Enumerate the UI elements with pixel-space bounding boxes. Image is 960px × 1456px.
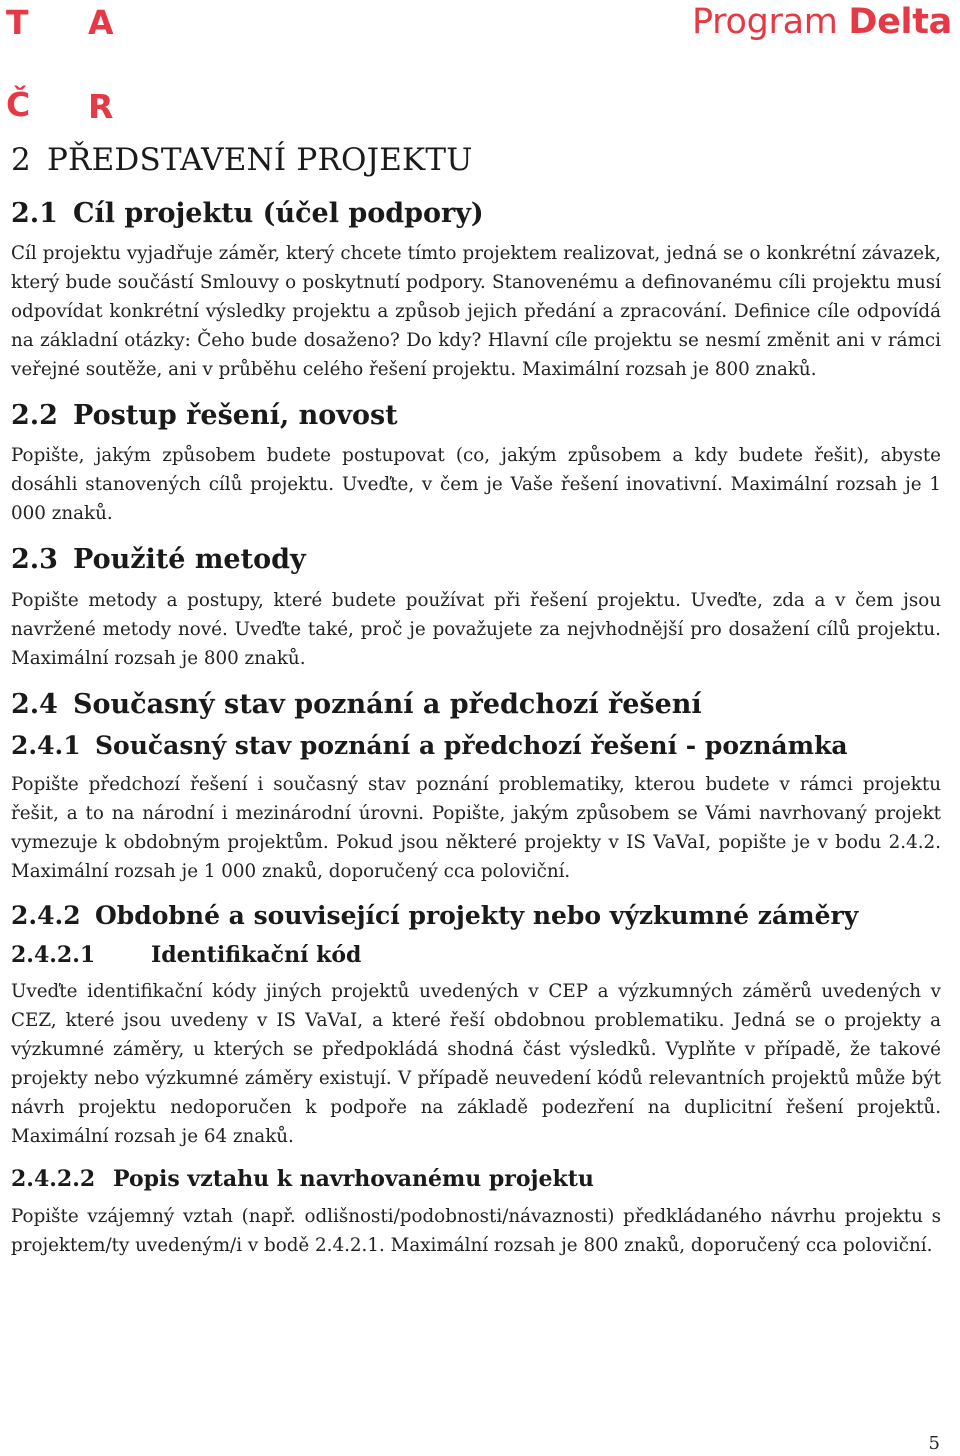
section-2-4-2-heading [11,900,941,933]
program-delta-logo [692,2,952,42]
section-title: PŘEDSTAVENÍ PROJEKTU [47,142,473,178]
section-2-1-text: Cíl projektu vyjadřuje záměr, který chcete tímto projektem realizovat, jedná se o konkrétní závazek, který bude součástí Smlouvy o poskytnutí podpory. Stanovenému a definovanému cíli projektu musí odpovídat konkrétní výsledky projektu a způsob jejich předání a zpracování. Definice cíle odpovídá na základní otázky: Čeho bude dosaženo? Do kdy? Hlavní cíle projektu se nesmí změnit ani v rámci veřejné soutěže, ani v průběhu celého řešení projektu. Maximální rozsah je 800 znaků. [11,243,941,381]
section-2-heading [11,140,941,180]
delta-label: Delta [848,2,952,42]
logo-letter-t: T [6,3,29,42]
section-number: 2.4.2.2 [11,1166,96,1193]
section-number: 2.1 [11,198,58,230]
section-number: 2.3 [11,544,58,576]
section-title: Postup řešení, novost [73,400,398,432]
section-2-4-1-heading [11,730,941,763]
section-title: Identifikační kód [151,941,362,968]
section-number: 2.4 [11,688,58,720]
logo-letter-r: R [88,87,114,126]
section-number: 2.4.2.1 [11,941,96,968]
section-title: Popis vztahu k navrhovanému projektu [113,1166,594,1193]
logo-letter-c: Č [6,85,31,124]
section-title: Použité metody [73,544,306,576]
section-number: 2 [11,142,31,178]
section-2-4-2-2-text: Popište vzájemný vztah (např. odlišnosti/podobnosti/návaznosti) předkládaného návrhu projektu s projektem/ty uvedeným/i v bodě 2.4.2.1. Maximální rozsah je 800 znaků, doporučený cca poloviční. [11,1205,941,1256]
section-2-4-2-1-heading [11,941,941,970]
section-2-4-heading [11,687,941,722]
section-2-1-heading [11,196,941,231]
document-content [11,140,941,1274]
section-number: 2.2 [11,400,58,432]
section-title: Současný stav poznání a předchozí řešení - poznámka [95,730,848,760]
tacr-logo [4,4,124,124]
page-number: 5 [928,1433,940,1454]
section-2-3-text: Popište metody a postupy, které budete používat při řešení projektu. Uveďte, zda a v čem jsou navržené metody nové. Uveďte také, proč je považujete za nejvhodnější pro dosažení cílů projektu. Maximální rozsah je 800 znaků. [11,589,941,669]
section-2-4-1-text: Popište předchozí řešení i současný stav poznání problematiky, kterou budete v rámci projektu řešit, a to na národní i mezinárodní úrovni. Popište, jakým způsobem se Vámi navrhovaný projekt vymezuje k obdobným projektům. Pokud jsou některé projekty v IS VaVaI, popište je v bodu 2.4.2. Maximální rozsah je 1 000 znaků, doporučený cca poloviční. [11,774,941,883]
section-number: 2.4.1 [11,730,81,760]
section-2-2-heading [11,398,941,433]
section-title: Obdobné a související projekty nebo výzkumné záměry [95,901,859,931]
program-label: Program [691,2,838,42]
section-number: 2.4.2 [11,901,81,931]
section-2-4-2-2-heading [11,1165,941,1194]
section-title: Současný stav poznání a předchozí řešení [73,688,702,720]
section-title: Cíl projektu (účel podpory) [73,198,484,230]
section-2-3-heading [11,542,941,577]
logo-letter-a: A [88,3,114,42]
section-2-2-text: Popište, jakým způsobem budete postupovat (co, jakým způsobem a kdy budete řešit), abyste dosáhli stanovených cílů projektu. Uveďte, v čem je Vaše řešení inovativní. Maximální rozsah je 1 000 znaků. [11,445,941,525]
section-2-4-2-1-text: Uveďte identifikační kódy jiných projektů uvedených v CEP a výzkumných záměrů uvedených v CEZ, které jsou uvedeny v IS VaVaI, a které řeší obdobnou problematiku. Jedná se o projekty a výzkumné záměry, u kterých se předpokládá shodná část výsledků. Vyplňte v případě, že takové projekty nebo výzkumné záměry existují. V případě neuvedení kódů relevantních projektů může být návrh projektu nedoporučen k podpoře na základě podezření na duplicitní řešení projektů. Maximální rozsah je 64 znaků. [11,981,941,1148]
